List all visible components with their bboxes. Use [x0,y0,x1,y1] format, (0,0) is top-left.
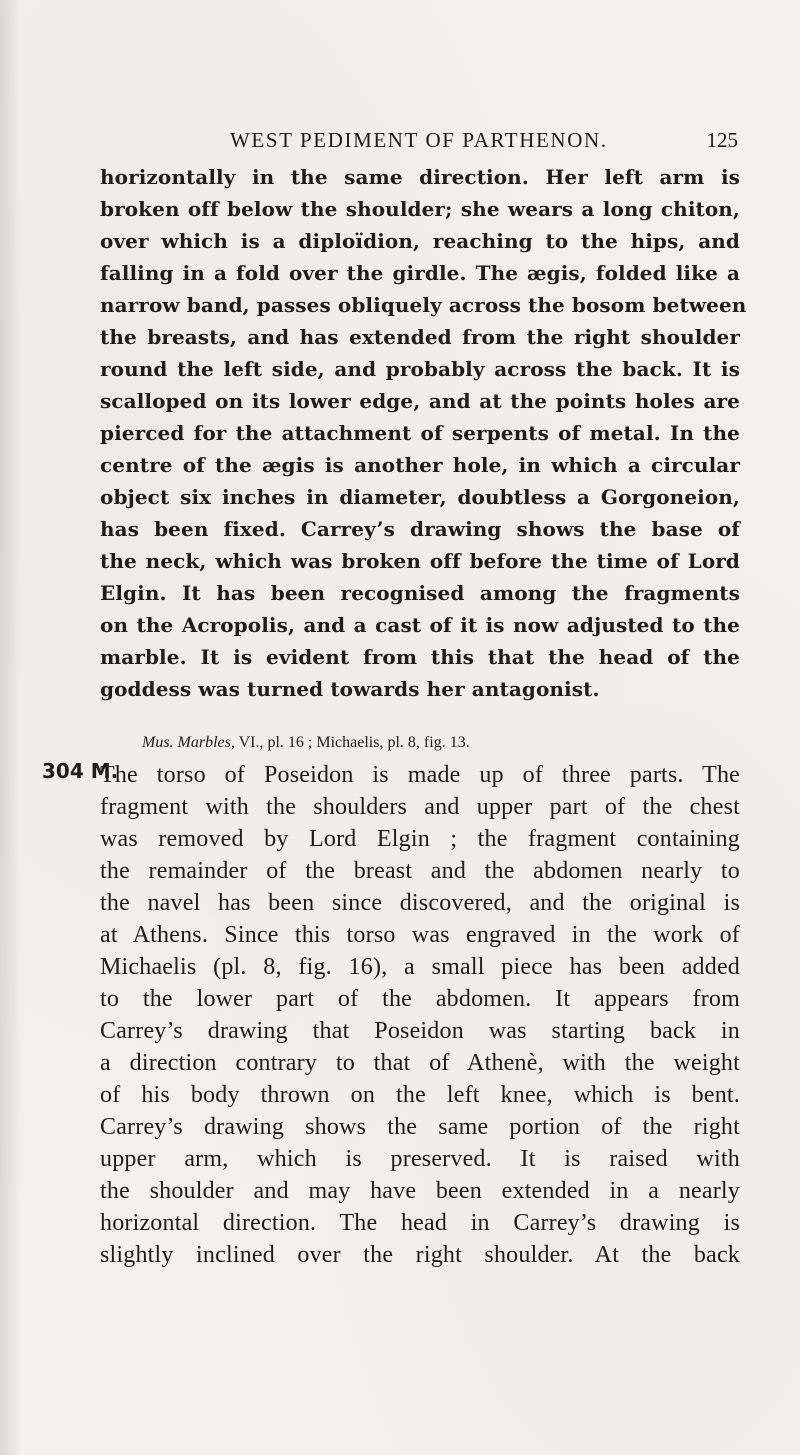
page-number: 125 [706,128,738,152]
text-line: was removed by Lord Elgin ; the fragment containing [100,826,740,852]
text-line: to the lower part of the abdomen. It appears from [100,986,740,1012]
text-line: The torso of Poseidon is made up of three parts. The [100,762,740,788]
text-line: the neck, which was broken off before the time of Lord [100,549,740,573]
text-line: centre of the ægis is another hole, in which a circular [100,453,740,477]
text-line: on the Acropolis, and a cast of it is now adjusted to the [100,613,740,637]
running-head: WEST PEDIMENT OF PARTHENON. [230,128,608,152]
bibliographic-reference [142,734,470,752]
text-line: the breasts, and has extended from the right shoulder [100,325,740,349]
text-line: horizontally in the same direction. Her left arm is [100,165,740,189]
text-line: scalloped on its lower edge, and at the points holes are [100,389,740,413]
text-line: falling in a fold over the girdle. The ægis, folded like a [100,261,740,285]
reference-details: VI., pl. 16 ; Michaelis, pl. 8, fig. 13. [234,734,470,751]
text-line: narrow band, passes obliquely across the bosom between [100,293,747,317]
text-line: slightly inclined over the right shoulder. At the back [100,1242,740,1268]
text-line: over which is a diploïdion, reaching to the hips, and [100,229,740,253]
text-line: of his body thrown on the left knee, which is bent. [100,1082,740,1108]
text-line: upper arm, which is preserved. It is raised with [100,1146,740,1172]
text-line: round the left side, and probably across the back. It is [100,357,740,381]
text-line: Elgin. It has been recognised among the fragments [100,581,740,605]
text-line: Carrey’s drawing shows the same portion of the right [100,1114,740,1140]
text-line: fragment with the shoulders and upper part of the chest [100,794,740,820]
text-line: goddess was turned towards her antagonist. [100,677,600,701]
page-header [0,128,800,158]
text-line: Carrey’s drawing that Poseidon was starting back in [100,1018,740,1044]
text-line: object six inches in diameter, doubtless a Gorgoneion, [100,485,740,509]
text-line: has been fixed. Carrey’s drawing shows the base of [100,517,740,541]
text-line: horizontal direction. The head in Carrey’s drawing is [100,1210,740,1236]
text-line: marble. It is evident from this that the head of the [100,645,740,669]
page-gutter-shadow [0,0,22,1455]
text-line: the shoulder and may have been extended in a nearly [100,1178,740,1204]
text-line: at Athens. Since this torso was engraved in the work of [100,922,740,948]
text-line: a direction contrary to that of Athenè, with the weight [100,1050,740,1076]
text-line: the remainder of the breast and the abdomen nearly to [100,858,740,884]
section-marker: 304 M. [42,759,119,783]
text-line: the navel has been since discovered, and the original is [100,890,740,916]
text-line: broken off below the shoulder; she wears a long chiton, [100,197,740,221]
reference-title: Mus. Marbles, [142,734,235,751]
text-line: Michaelis (pl. 8, fig. 16), a small piece has been added [100,954,740,980]
text-line: pierced for the attachment of serpents of metal. In the [100,421,740,445]
